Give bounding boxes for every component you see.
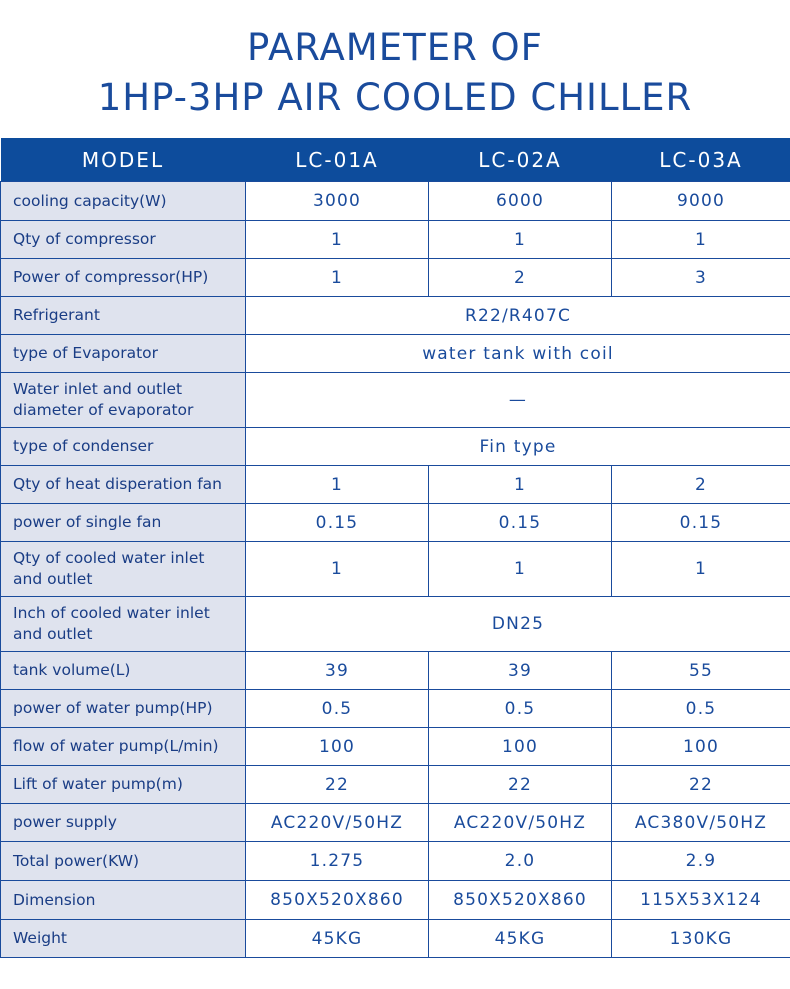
cell-lc-02a: 22 (429, 766, 612, 804)
cell-lc-01a: 0.5 (246, 690, 429, 728)
cell-lc-01a: 1 (246, 466, 429, 504)
cell-merged: DN25 (246, 597, 790, 652)
row-total-power (1, 842, 790, 881)
row-tank-volume (1, 652, 790, 690)
cell-lc-02a: 2.0 (429, 842, 612, 881)
cell-merged: Fin type (246, 428, 790, 466)
cell-lc-01a: 100 (246, 728, 429, 766)
cell-lc-01a: 3000 (246, 182, 429, 221)
cell-lc-03a: 55 (612, 652, 790, 690)
header-model: MODEL (1, 138, 246, 182)
row-label-line-1: Inch of cooled water inlet (13, 604, 210, 622)
row-power-compressor (1, 259, 790, 297)
row-power-supply (1, 804, 790, 842)
cell-lc-01a: 1 (246, 259, 429, 297)
header-lc-02a: LC-02A (429, 138, 612, 182)
page-title-line-2: 1HP-3HP AIR COOLED CHILLER (97, 76, 693, 119)
cell-lc-01a: 1 (246, 542, 429, 597)
cell-merged: — (246, 373, 790, 428)
cell-lc-01a: 1 (246, 221, 429, 259)
row-label: Refrigerant (1, 297, 246, 335)
cell-lc-03a: 0.15 (612, 504, 790, 542)
row-label: flow of water pump(L/min) (1, 728, 246, 766)
cell-lc-02a: 0.5 (429, 690, 612, 728)
row-label: Dimension (1, 881, 246, 920)
row-label: Qty of heat disperation fan (1, 466, 246, 504)
cell-lc-03a: 115X53X124 (612, 881, 790, 920)
row-label: Qty of compressor (1, 221, 246, 259)
row-label: Power of compressor(HP) (1, 259, 246, 297)
cell-lc-03a: AC380V/50HZ (612, 804, 790, 842)
cell-merged: R22/R407C (246, 297, 790, 335)
row-pump-lift (1, 766, 790, 804)
row-evaporator-diameter (1, 373, 790, 428)
row-label-line-2: and outlet (13, 625, 93, 643)
row-refrigerant (1, 297, 790, 335)
cell-lc-02a: 2 (429, 259, 612, 297)
row-condenser-type (1, 428, 790, 466)
row-qty-fan (1, 466, 790, 504)
table-header-row (1, 138, 790, 182)
row-label: Lift of water pump(m) (1, 766, 246, 804)
cell-merged: water tank with coil (246, 335, 790, 373)
cell-lc-03a: 130KG (612, 920, 790, 958)
cell-lc-02a: 6000 (429, 182, 612, 221)
row-dimension (1, 881, 790, 920)
cell-lc-01a: 850X520X860 (246, 881, 429, 920)
row-label: power supply (1, 804, 246, 842)
cell-lc-01a: 1.275 (246, 842, 429, 881)
cell-lc-02a: 45KG (429, 920, 612, 958)
row-label: cooling capacity(W) (1, 182, 246, 221)
cell-lc-03a: 1 (612, 542, 790, 597)
cell-lc-02a: 100 (429, 728, 612, 766)
row-weight (1, 920, 790, 958)
page-title-line-1: PARAMETER OF (247, 26, 543, 69)
cell-lc-03a: 3 (612, 259, 790, 297)
cell-lc-01a: 45KG (246, 920, 429, 958)
cell-lc-01a: AC220V/50HZ (246, 804, 429, 842)
row-label-line-1: Water inlet and outlet (13, 380, 183, 398)
cell-lc-02a: 1 (429, 542, 612, 597)
row-inch-water-inlet (1, 597, 790, 652)
row-pump-flow (1, 728, 790, 766)
cell-lc-03a: 1 (612, 221, 790, 259)
cell-lc-03a: 100 (612, 728, 790, 766)
row-label: type of condenser (1, 428, 246, 466)
cell-lc-03a: 2 (612, 466, 790, 504)
row-label: tank volume(L) (1, 652, 246, 690)
row-label: power of water pump(HP) (1, 690, 246, 728)
row-power-fan (1, 504, 790, 542)
row-pump-power (1, 690, 790, 728)
cell-lc-01a: 39 (246, 652, 429, 690)
cell-lc-01a: 22 (246, 766, 429, 804)
row-evaporator-type (1, 335, 790, 373)
row-label-line-1: Qty of cooled water inlet (13, 549, 205, 567)
row-cooling-capacity (1, 182, 790, 221)
cell-lc-02a: 1 (429, 466, 612, 504)
cell-lc-02a: AC220V/50HZ (429, 804, 612, 842)
row-label: power of single fan (1, 504, 246, 542)
row-label-line-2: and outlet (13, 570, 93, 588)
row-label (1, 597, 246, 652)
cell-lc-03a: 22 (612, 766, 790, 804)
row-label (1, 373, 246, 428)
row-label (1, 542, 246, 597)
cell-lc-03a: 9000 (612, 182, 790, 221)
row-label: type of Evaporator (1, 335, 246, 373)
row-qty-water-inlet (1, 542, 790, 597)
cell-lc-02a: 39 (429, 652, 612, 690)
cell-lc-02a: 850X520X860 (429, 881, 612, 920)
cell-lc-02a: 0.15 (429, 504, 612, 542)
cell-lc-03a: 2.9 (612, 842, 790, 881)
header-lc-03a: LC-03A (612, 138, 790, 182)
cell-lc-01a: 0.15 (246, 504, 429, 542)
row-label: Total power(KW) (1, 842, 246, 881)
row-label-line-2: diameter of evaporator (13, 401, 194, 419)
cell-lc-02a: 1 (429, 221, 612, 259)
parameter-table (0, 138, 790, 958)
row-qty-compressor (1, 221, 790, 259)
row-label: Weight (1, 920, 246, 958)
header-lc-01a: LC-01A (246, 138, 429, 182)
cell-lc-03a: 0.5 (612, 690, 790, 728)
